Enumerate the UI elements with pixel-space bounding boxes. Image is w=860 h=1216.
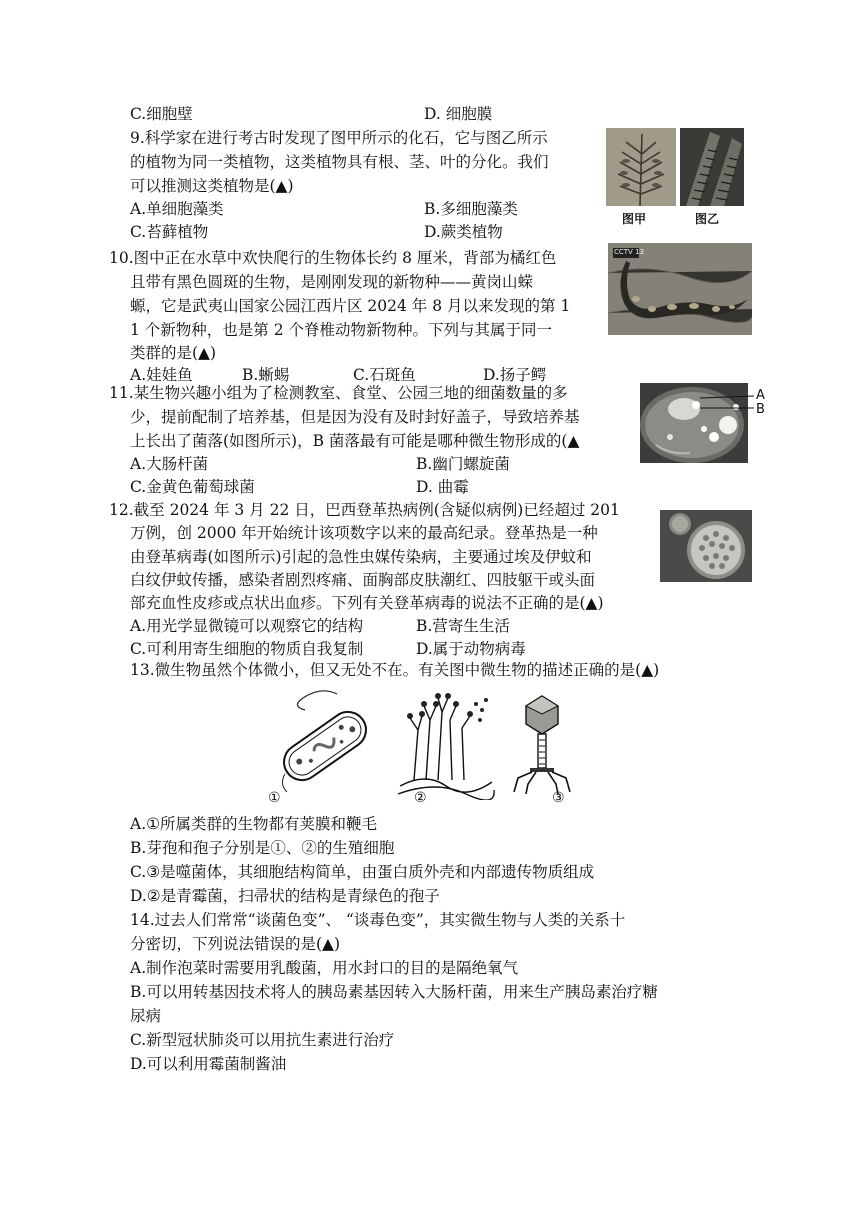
q11-stem-line-1: 11.某生物兴趣小组为了检测教室、食堂、公园三地的细菌数量的多 [109,384,568,402]
q13-option-d: D.②是青霉菌，扫帚状的结构是青绿色的孢子 [130,887,440,905]
q13-option-b: B.芽孢和孢子分别是①、②的生殖细胞 [130,839,395,857]
q10-option-a: A.娃娃鱼 [130,366,193,384]
figure-label-3: ③ [552,790,565,806]
q9-option-d: D.蕨类植物 [424,223,503,241]
salamander-image [608,243,752,335]
fern-plant-image [680,128,744,206]
q14-option-a: A.制作泡菜时需要用乳酸菌，用水封口的目的是隔绝氧气 [130,959,519,977]
fern-fossil-image [606,128,676,206]
q14-option-d: D.可以利用霉菌制酱油 [130,1055,287,1073]
q12-stem-line-3: 由登革病毒(如图所示)引起的急性虫媒传染病，主要通过埃及伊蚊和 [130,548,592,566]
q9-option-b: B.多细胞藻类 [424,200,518,218]
q12-stem-line-1: 12.截至 2024 年 3 月 22 日，巴西登革热病例(含疑似病例)已经超过 201 [109,501,620,519]
q12-option-b: B.营寄生生活 [416,617,510,635]
q10-option-b: B.蜥蜴 [242,366,290,384]
q12-stem-line-4: 白纹伊蚊传播，感染者剧烈疼痛、面胸部皮肤潮红、四肢躯干或头面 [130,571,596,589]
q9-option-c: C.苔藓植物 [130,223,209,241]
q13-stem: 13.微生物虽然个体微小，但又无处不在。有关图中微生物的描述正确的是(▲) [130,661,660,679]
cctv-logo-text: CCTV 13 [614,248,644,256]
q11-option-b: B.幽门螺旋菌 [416,455,510,473]
q10-stem-line-1: 10.图中正在水草中欢快爬行的生物体长约 8 厘米，背部为橘红色 [109,249,557,267]
q10-stem-line-3: 螈，它是武夷山国家公园江西片区 2024 年 8 月以来发现的第 1 [130,297,571,315]
petri-label-a: A [756,388,765,403]
q9-option-a: A.单细胞藻类 [130,200,224,218]
q14-option-c: C.新型冠状肺炎可以用抗生素进行治疗 [130,1031,395,1049]
q10-stem-line-5: 类群的是(▲) [130,344,217,362]
q10-option-d: D.扬子鳄 [483,366,547,384]
fig-caption-b: 图乙 [695,212,720,226]
q13-option-a: A.①所属类群的生物都有荚膜和鞭毛 [130,815,378,833]
petri-label-b: B [756,402,765,417]
q11-stem-line-2: 少，提前配制了培养基，但是因为没有及时封好盖子，导致培养基 [130,408,580,426]
q12-option-a: A.用光学显微镜可以观察它的结构 [130,617,364,635]
q14-option-b-line-1: B.可以用转基因技术将人的胰岛素基因转入大肠杆菌，用来生产胰岛素治疗糖 [130,983,658,1001]
q9-stem-line-1: 9.科学家在进行考古时发现了图甲所示的化石，它与图乙所示 [130,129,548,147]
q10-stem-line-4: 1 个新物种，也是第 2 个脊椎动物新物种。下列与其属于同一 [130,321,553,339]
figure-label-2: ② [414,790,427,806]
q14-stem-line-1: 14.过去人们常常“谈菌色变”、 “谈毒色变”，其实微生物与人类的关系十 [130,911,626,929]
q8-option-c: C.细胞壁 [130,105,193,123]
q10-option-c: C.石斑鱼 [353,366,416,384]
q12-stem-line-5: 部充血性皮疹或点状出血疹。下列有关登革病毒的说法不正确的是(▲) [130,594,604,612]
mold-illustration [396,690,496,800]
fig-caption-a: 图甲 [622,212,647,226]
q11-stem-line-3: 上长出了菌落(如图所示)，B 菌落最有可能是哪种微生物形成的(▲ [130,432,580,450]
q14-option-b-line-2: 尿病 [130,1007,162,1025]
q11-option-a: A.大肠杆菌 [130,455,209,473]
petri-label-lines [700,390,760,420]
q11-option-d: D. 曲霉 [416,478,469,496]
q14-stem-line-2: 分密切，下列说法错误的是(▲) [130,935,341,953]
q9-stem-line-3: 可以推测这类植物是(▲) [130,177,294,195]
q8-option-d: D. 细胞膜 [424,105,493,123]
q11-option-c: C.金黄色葡萄球菌 [130,478,255,496]
q10-stem-line-2: 且带有黑色圆斑的生物，是刚刚发现的新物种——黄岗山蝾 [130,273,534,291]
q13-option-c: C.③是噬菌体，其细胞结构简单，由蛋白质外壳和内部遗传物质组成 [130,863,595,881]
dengue-virus-image [660,510,752,582]
figure-label-1: ① [268,790,281,806]
bacterium-illustration [275,688,375,800]
q9-stem-line-2: 的植物为同一类植物，这类植物具有根、茎、叶的分化。我们 [130,153,549,171]
q12-option-d: D.属于动物病毒 [416,640,526,658]
bacteriophage-illustration [510,692,574,796]
q12-option-c: C.可利用寄生细胞的物质自我复制 [130,640,364,658]
q12-stem-line-2: 万例，创 2000 年开始统计该项数字以来的最高纪录。登革热是一种 [130,524,598,542]
